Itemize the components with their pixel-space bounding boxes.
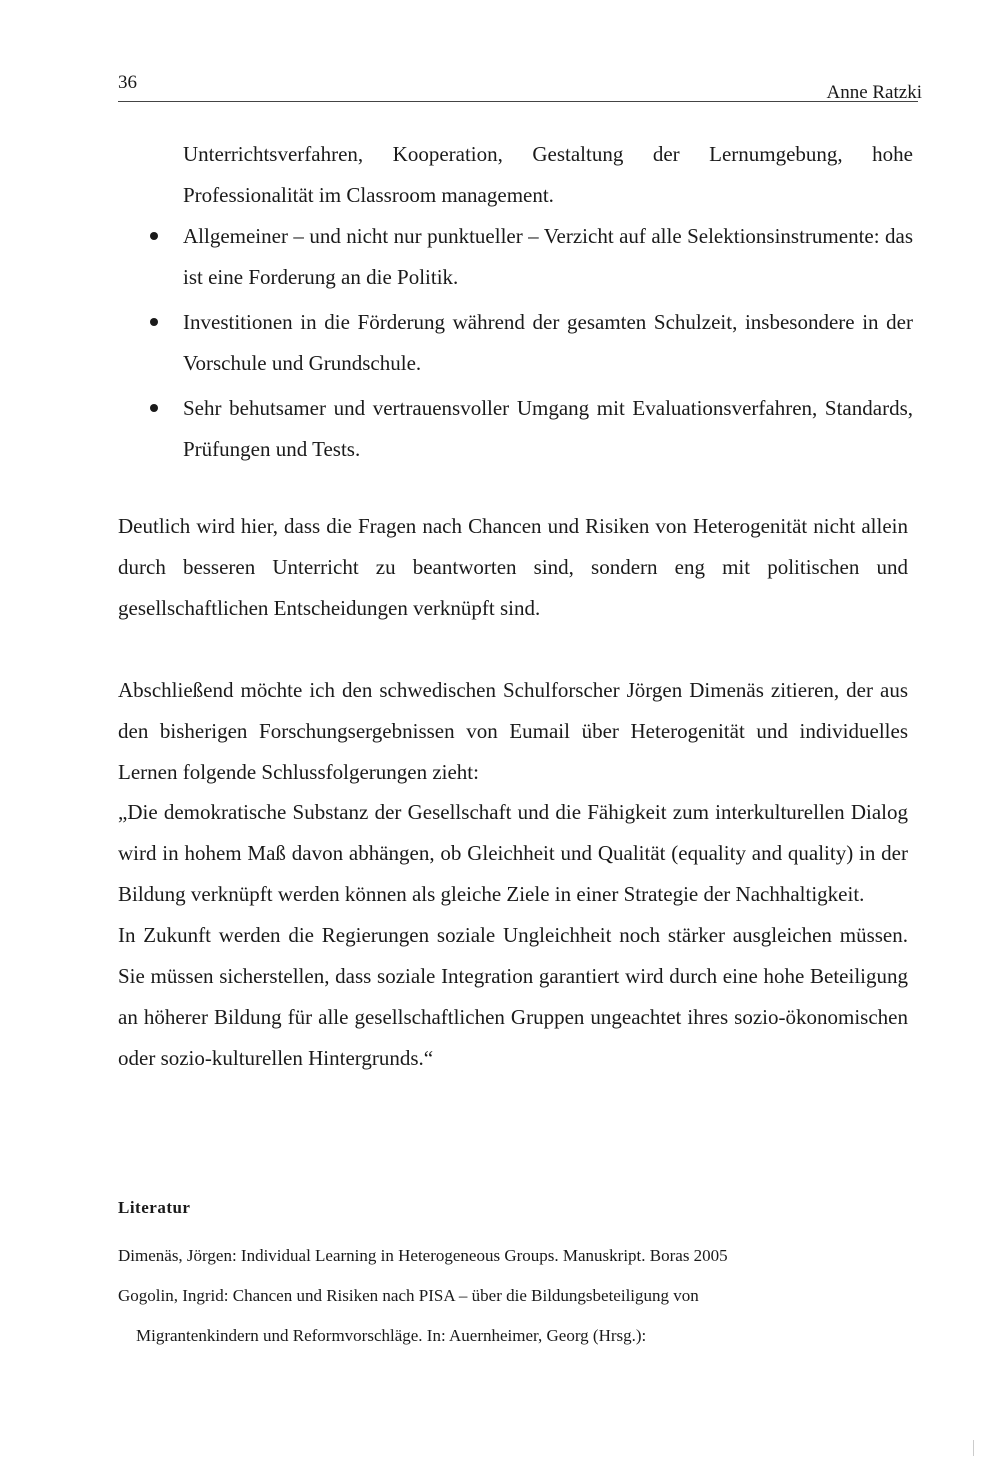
list-item xyxy=(150,302,913,384)
paragraph-heterogeneity: Deutlich wird hier, dass die Fragen nach Chancen und Risiken von Heterogenität nicht allein durch besseren Unterricht zu beantworten sind, sondern eng mit politischen und gesellschaftlichen Entscheidungen verknüpft sind. xyxy=(118,514,908,620)
bullet-icon xyxy=(150,318,158,326)
reference-entry-continuation: Migrantenkindern und Reformvorschläge. In: Auernheimer, Georg (Hrsg.): xyxy=(136,1326,647,1345)
paragraph-quote-intro: Abschließend möchte ich den schwedischen Schulforscher Jörgen Dimenäs zitieren, der aus den bisherigen Forschungsergebnissen von Eumail über Heterogenität und individuelles Lernen folgende Schlussfolgerungen zieht: xyxy=(118,678,908,784)
page-header xyxy=(118,70,922,106)
list-item xyxy=(150,216,913,298)
quote-block xyxy=(118,792,908,1079)
literature-heading: Literatur xyxy=(118,1198,191,1217)
header-rule xyxy=(118,101,918,102)
bullet-icon xyxy=(150,404,158,412)
reference-entry: Gogolin, Ingrid: Chancen und Risiken nach PISA – über die Bildungsbeteiligung von xyxy=(118,1286,699,1305)
list-item xyxy=(150,388,913,470)
page-number: 36 xyxy=(118,72,137,93)
quote-paragraph-1: „Die demokratische Substanz der Gesellschaft und die Fähigkeit zum interkulturellen Dialog wird in hohem Maß davon abhängen, ob Gleichheit und Qualität (equality and quality) in der Bildung verknüpft werden können als gleiche Ziele in einer Strategie der Nachhaltigkeit. xyxy=(118,800,908,906)
references xyxy=(118,1236,818,1356)
bullet-continuation: Unterrichtsverfahren, Kooperation, Gestaltung der Lernumgebung, hohe Professionalität im Classroom management. xyxy=(183,142,913,207)
quote-paragraph-2: In Zukunft werden die Regierungen soziale Ungleichheit noch stärker ausgleichen müssen. Sie müssen sicherstellen, dass soziale Integration garantiert wird durch eine hohe Beteiligung an höherer Bildung für alle gesellschaftlichen Gruppen ungeachtet ihres sozio-ökonomischen oder sozio-kulturellen Hintergrunds.“ xyxy=(118,923,908,1070)
bullet-text: Sehr behutsamer und vertrauensvoller Umgang mit Evaluationsverfahren, Standards, Prüfungen und Tests. xyxy=(183,396,913,461)
scan-artifact xyxy=(973,1440,978,1456)
bullet-icon xyxy=(150,232,158,240)
bullet-list xyxy=(150,216,913,474)
bullet-text: Investitionen in die Förderung während der gesamten Schulzeit, insbesondere in der Vorschule und Grundschule. xyxy=(183,310,913,375)
reference-entry: Dimenäs, Jörgen: Individual Learning in Heterogeneous Groups. Manuskript. Boras 2005 xyxy=(118,1246,728,1265)
bullet-text: Allgemeiner – und nicht nur punktueller – Verzicht auf alle Selektionsinstrumente: das ist eine Forderung an die Politik. xyxy=(183,224,913,289)
running-author: Anne Ratzki xyxy=(826,82,922,103)
